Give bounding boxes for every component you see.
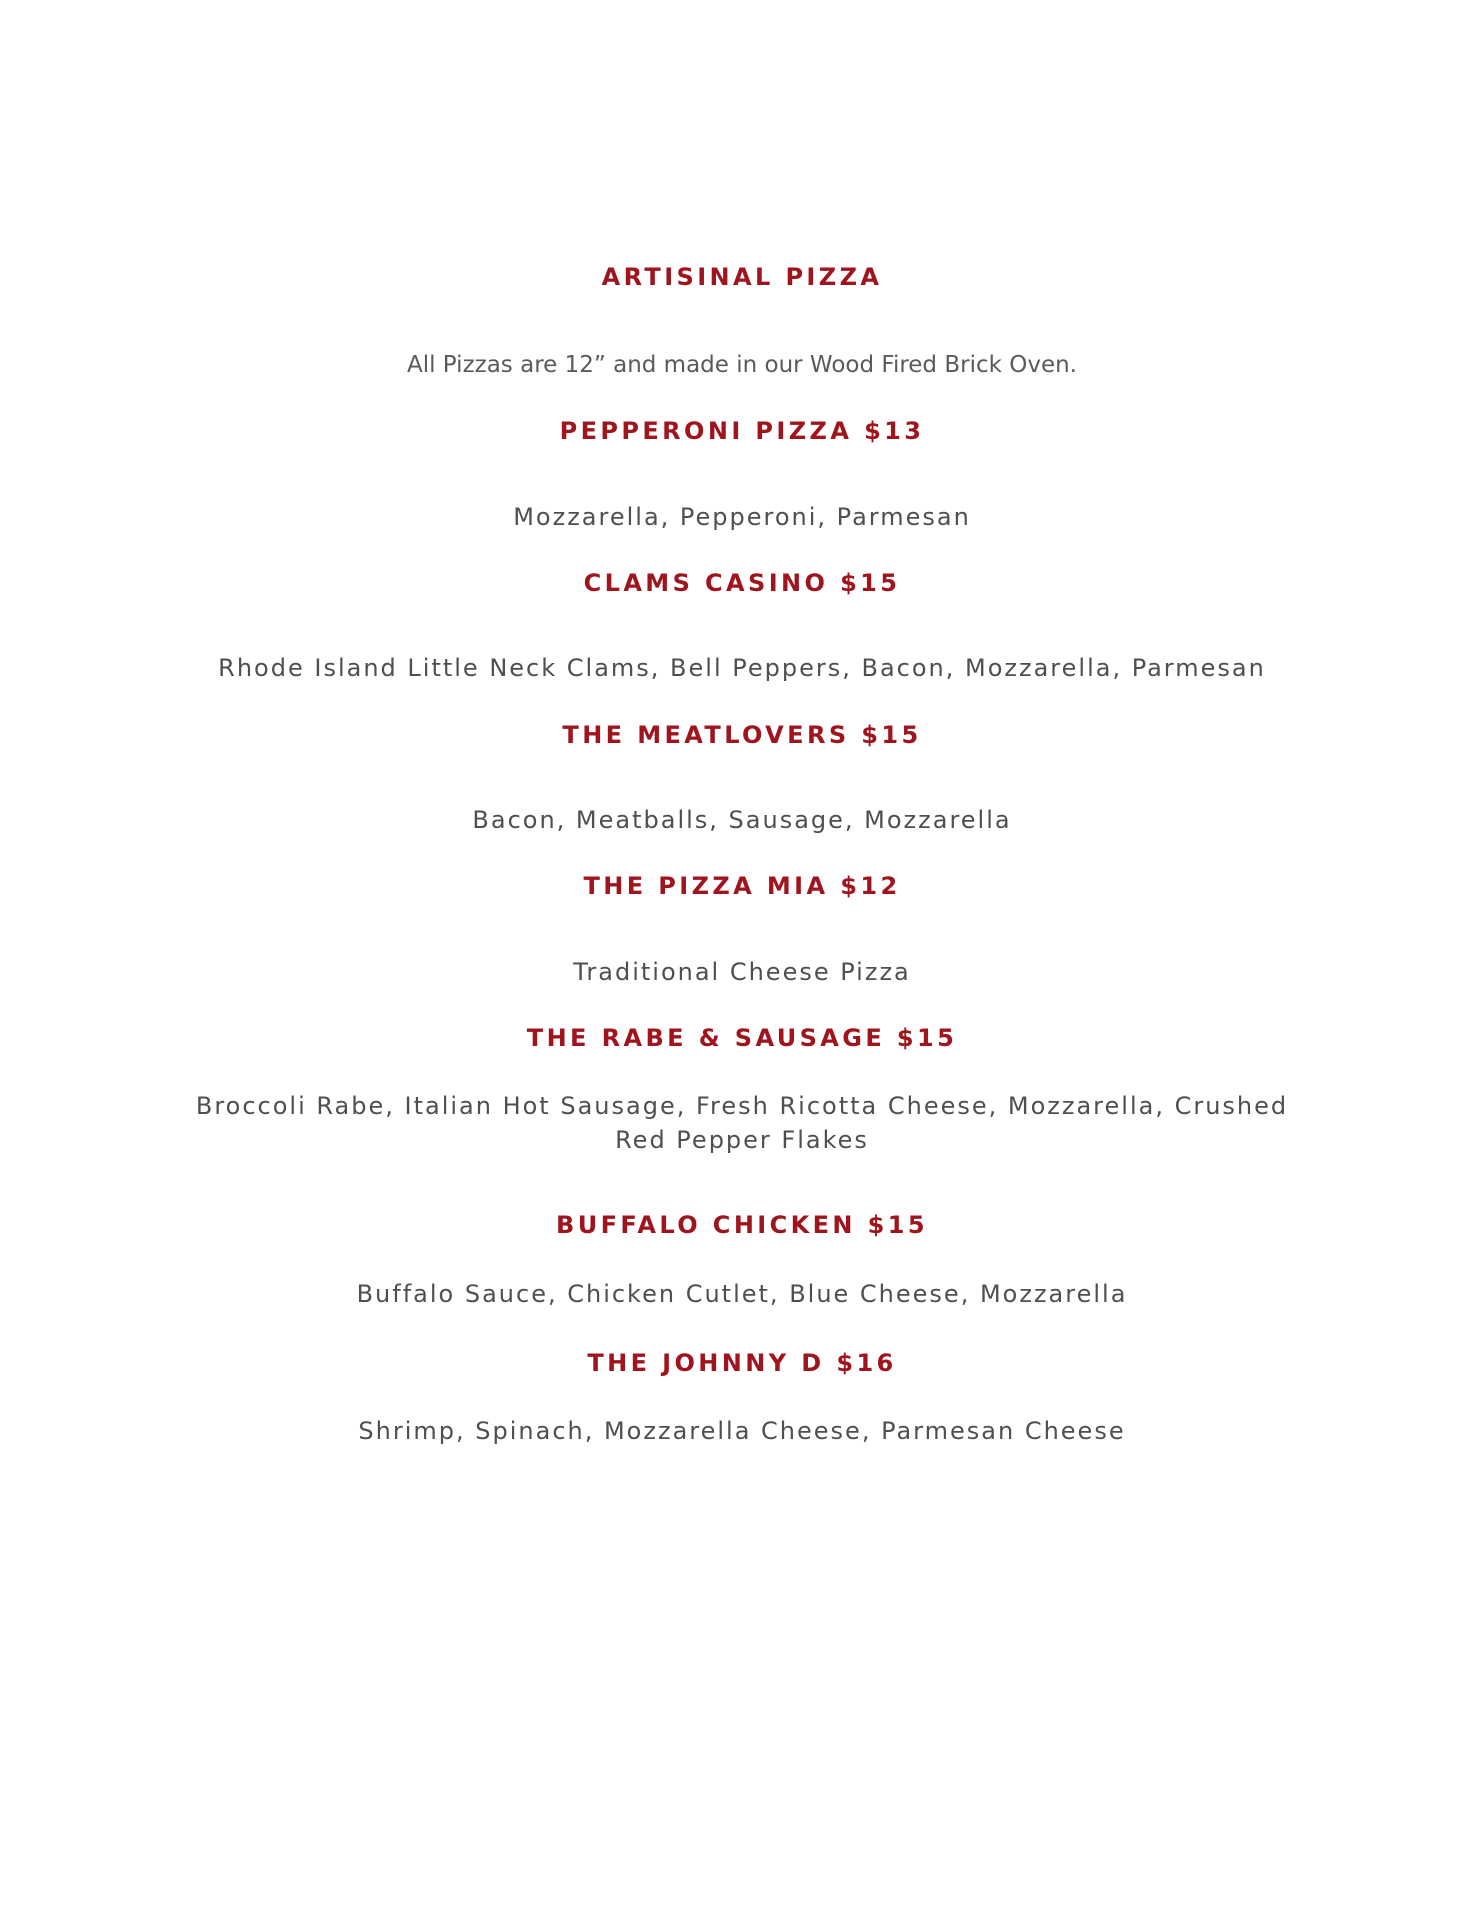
item-description: Buffalo Sauce, Chicken Cutlet, Blue Cheese, Mozzarella xyxy=(356,1280,1128,1308)
item-name: THE RABE & SAUSAGE $15 xyxy=(526,1024,958,1052)
item-description: Bacon, Meatballs, Sausage, Mozzarella xyxy=(472,806,1012,834)
item-description: Mozzarella, Pepperoni, Parmesan xyxy=(513,503,971,531)
item-name: CLAMS CASINO $15 xyxy=(583,569,901,597)
item-description: Shrimp, Spinach, Mozzarella Cheese, Parmesan Cheese xyxy=(358,1417,1126,1445)
item-description: Rhode Island Little Neck Clams, Bell Peppers, Bacon, Mozzarella, Parmesan xyxy=(218,654,1266,682)
item-name: THE PIZZA MIA $12 xyxy=(583,872,901,900)
item-name: THE JOHNNY D $16 xyxy=(587,1349,897,1377)
menu-title: ARTISINAL PIZZA xyxy=(601,263,883,291)
item-name: PEPPERONI PIZZA $13 xyxy=(559,417,925,445)
item-name: BUFFALO CHICKEN $15 xyxy=(556,1211,928,1239)
item-description: Broccoli Rabe, Italian Hot Sausage, Fresh Ricotta Cheese, Mozzarella, Crushed Red Pepper Flakes xyxy=(195,1092,1289,1154)
menu-intro: All Pizzas are 12” and made in our Wood Fired Brick Oven. xyxy=(406,352,1077,378)
item-name: THE MEATLOVERS $15 xyxy=(562,721,922,749)
item-description: Traditional Cheese Pizza xyxy=(573,958,911,986)
